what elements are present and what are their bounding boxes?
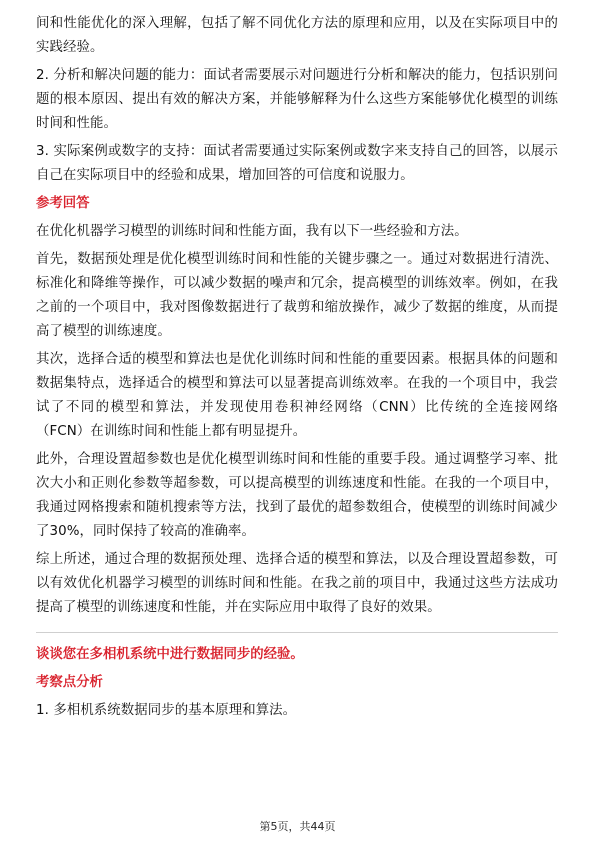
page-content [36,12,558,727]
criteria-item-3: 3. 实际案例或数字的支持：面试者需要通过实际案例或数字来支持自己的回答，以展示自己在实际项目中的经验和成果，增加回答的可信度和说服力。 [36,144,558,183]
next-question-heading: 谈谈您在多相机系统中进行数据同步的经验。 [36,647,304,662]
analysis-item-1: 1. 多相机系统数据同步的基本原理和算法。 [36,703,297,718]
page-number-footer: 第5页，共44页 [259,820,336,833]
criteria-item-2: 2. 分析和解决问题的能力：面试者需要展示对问题进行分析和解决的能力，包括识别问题的根本原因、提出有效的解决方案，并能够解释为什么这些方案能够优化模型的训练时间和性能。 [36,68,558,131]
reference-answer-heading: 参考回答 [36,196,90,211]
answer-paragraph-hyperparameters: 此外，合理设置超参数也是优化模型训练时间和性能的重要手段。通过调整学习率、批次大小和正则化参数等超参数，可以提高模型的训练速度和性能。在我的一个项目中，我通过网格搜索和随机搜索等方法，找到了最优的超参数组合，使模型的训练时间减少了30%，同时保持了较高的准确率。 [36,452,558,539]
answer-paragraph-summary: 综上所述，通过合理的数据预处理、选择合适的模型和算法，以及合理设置超参数，可以有效优化机器学习模型的训练时间和性能。在我之前的项目中，我通过这些方法成功提高了模型的训练速度和性能，并在实际应用中取得了良好的效果。 [36,552,558,615]
answer-paragraph-model-choice: 其次，选择合适的模型和算法也是优化训练时间和性能的重要因素。根据具体的问题和数据集特点，选择适合的模型和算法可以显著提高训练效率。在我的一个项目中，我尝试了不同的模型和算法，并发现使用卷积神经网络（CNN）比传统的全连接网络（FCN）在训练时间和性能上都有明显提升。 [36,352,558,439]
answer-intro: 在优化机器学习模型的训练时间和性能方面，我有以下一些经验和方法。 [36,224,468,239]
answer-paragraph-preprocessing: 首先，数据预处理是优化模型训练时间和性能的关键步骤之一。通过对数据进行清洗、标准化和降维等操作，可以减少数据的噪声和冗余，提高模型的训练效率。例如，在我之前的一个项目中，我对图像数据进行了裁剪和缩放操作，减少了数据的维度，从而提高了模型的训练速度。 [36,252,558,339]
analysis-heading: 考察点分析 [36,675,103,690]
section-divider [36,632,558,633]
continued-paragraph: 间和性能优化的深入理解，包括了解不同优化方法的原理和应用，以及在实际项目中的实践经验。 [36,16,558,55]
